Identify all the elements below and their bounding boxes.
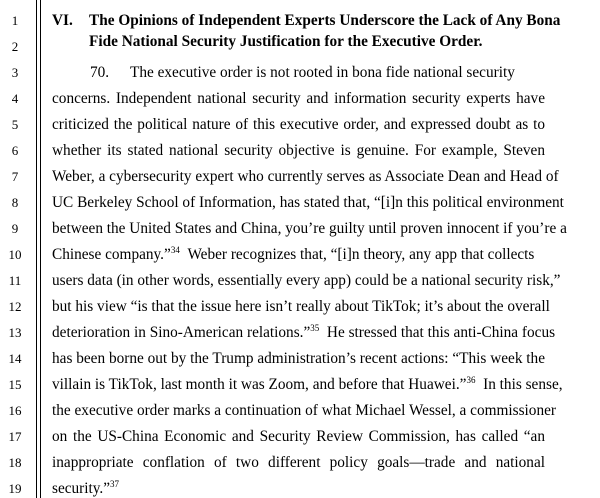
paragraph-line: but his view “is that the issue here isn’t really about TikTok; it’s about the overall	[52, 298, 550, 315]
line-number: 13	[8, 325, 22, 340]
line-number: 6	[11, 143, 19, 158]
line-number: 9	[11, 221, 19, 236]
paragraph-line: criticized the political nature of this executive order, and expressed doubt as to	[52, 116, 545, 133]
section-heading-line-1: The Opinions of Independent Experts Underscore the Lack of Any Bona	[89, 12, 561, 29]
line-number: 8	[11, 195, 19, 210]
line-number: 3	[11, 65, 19, 80]
paragraph-line: between the United States and China, you’re guilty until proven innocent if you’re a	[52, 220, 567, 237]
line-number-gutter	[0, 0, 41, 498]
footnote-ref[interactable]: 35	[310, 323, 320, 333]
paragraph-line: 70. The executive order is not rooted in bona fide national security	[90, 64, 515, 81]
line-number: 11	[8, 273, 22, 288]
paragraph-line: Weber, a cybersecurity expert who currently serves as Associate Dean and Head of	[52, 168, 559, 185]
paragraph-line: deterioration in Sino-American relations.”$^{35}$ He stressed that this anti-China focus	[52, 323, 556, 341]
line-number: 5	[11, 117, 19, 132]
line-number: 10	[8, 247, 22, 262]
line-number: 17	[8, 429, 22, 444]
line-number: 18	[8, 455, 22, 470]
paragraph-line: has been borne out by the Trump administration’s recent actions: “This week the	[52, 350, 545, 367]
paragraph-line: security.”$^{37}$	[52, 479, 120, 497]
line-number: 7	[11, 169, 19, 184]
line-number: 12	[8, 299, 22, 314]
paragraph-line: users data (in other words, essentially every app) could be a national security risk,”	[52, 272, 561, 289]
paragraph-line: on the US-China Economic and Security Review Commission, has called “an	[52, 428, 545, 445]
line-number: 2	[11, 39, 19, 54]
paragraph-number: 70.	[90, 64, 110, 81]
section-heading-line-2: Fide National Security Justification for the Executive Order.	[89, 33, 483, 50]
paragraph-line: UC Berkeley School of Information, has stated that, “[i]n this political environment	[52, 194, 564, 211]
line-number: 1	[11, 13, 19, 28]
paragraph-line: villain is TikTok, last month it was Zoom, and before that Huawei.”$^{36}$ In this sense,	[52, 375, 563, 393]
paragraph-line: whether its stated national security objective is genuine. For example, Steven	[52, 142, 545, 159]
line-number: 16	[8, 403, 22, 418]
section-number: VI.	[52, 12, 73, 29]
line-number: 15	[8, 377, 22, 392]
paragraph-line: concerns. Independent national security and information security experts have	[52, 90, 545, 107]
line-number: 4	[11, 91, 19, 106]
paragraph-line: inappropriate conflation of two different policy goals—trade and national	[52, 454, 545, 471]
paragraph-line: Chinese company.”$^{34}$ Weber recognizes that, “[i]n theory, any app that collects	[52, 245, 535, 263]
line-number: 19	[8, 481, 22, 496]
paragraph-line: the executive order marks a continuation of what Michael Wessel, a commissioner	[52, 402, 556, 419]
line-number: 14	[8, 351, 22, 366]
footnote-ref[interactable]: 36	[466, 375, 476, 385]
footnote-ref[interactable]: 34	[170, 245, 180, 255]
footnote-ref[interactable]: 37	[110, 479, 120, 489]
